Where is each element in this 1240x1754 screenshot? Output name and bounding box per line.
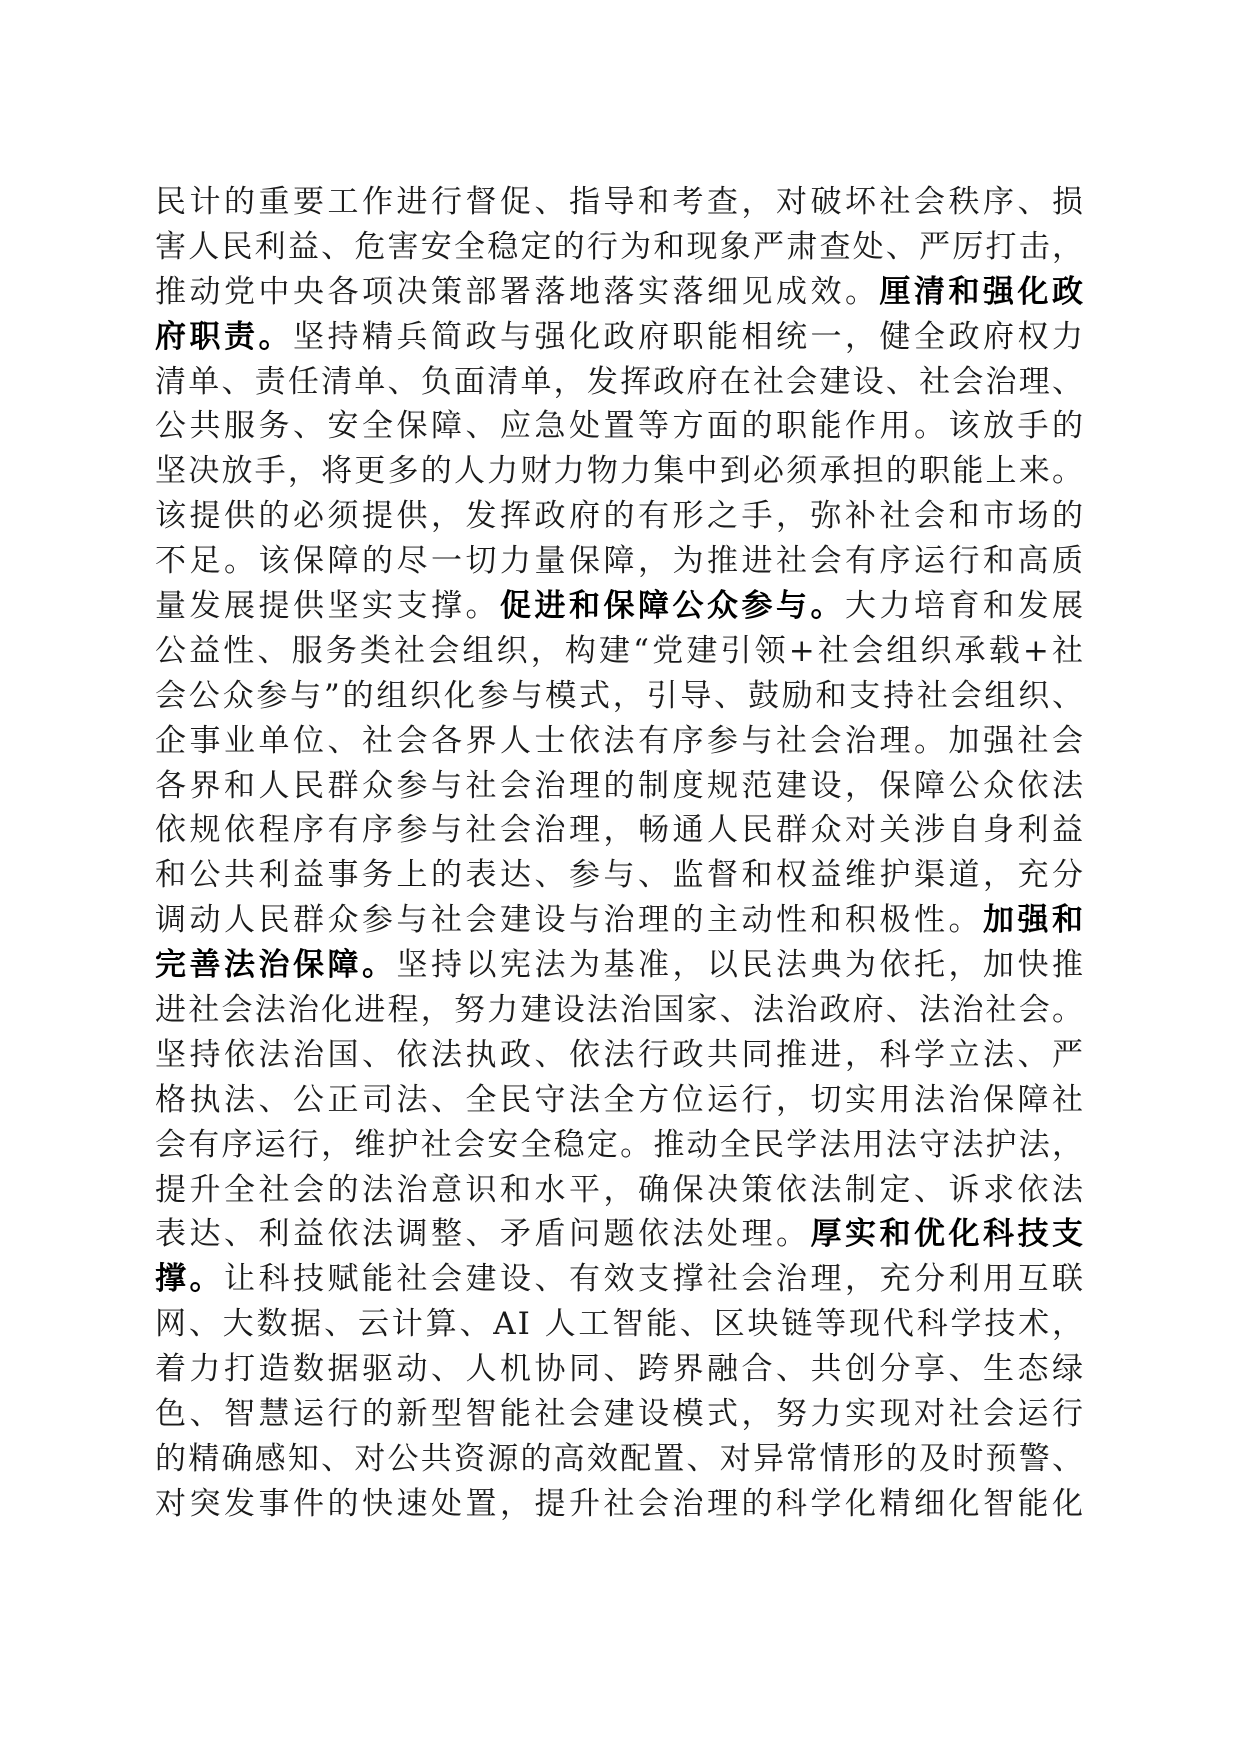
bold-heading-run: 加强和	[983, 902, 1085, 939]
text-line-22	[155, 1123, 1085, 1168]
text-run: 民计的重要工作进行督促、指导和考查，对破坏社会秩序、损	[155, 184, 1085, 220]
text-run: 大力培育和发展	[845, 588, 1085, 625]
bold-heading-run: 完善法治保障。	[155, 947, 397, 984]
text-run: 色、智慧运行的新型智能社会建设模式，努力实现对社会运行	[155, 1396, 1085, 1433]
bold-heading-run: 撑。	[155, 1261, 224, 1298]
text-run: 调动人民群众参与社会建设与治理的主动性和积极性。	[155, 902, 983, 939]
document-page	[155, 180, 1085, 1527]
text-line-15	[155, 808, 1085, 853]
text-run: 让科技赋能社会建设、有效支撑社会治理，充分利用互联	[224, 1261, 1085, 1298]
text-run: 对突发事件的快速处置，提升社会治理的科学化精细化智能化	[155, 1485, 1085, 1522]
text-line-16	[155, 853, 1085, 898]
text-line-25	[155, 1257, 1085, 1302]
text-run: 表达、利益依法调整、矛盾问题依法处理。	[155, 1216, 811, 1253]
text-line-27	[155, 1347, 1085, 1392]
text-run: 会有序运行，维护社会安全稳定。推动全民学法用法守法护法，	[155, 1126, 1085, 1163]
text-run: 坚决放手，将更多的人力财力物力集中到必须承担的职能上来。	[155, 453, 1085, 490]
text-line-9	[155, 539, 1085, 584]
text-line-4	[155, 315, 1085, 360]
text-run: 进社会法治化进程，努力建设法治国家、法治政府、法治社会。	[155, 992, 1085, 1029]
text-run: 清单、责任清单、负面清单，发挥政府在社会建设、社会治理、	[155, 363, 1085, 400]
text-run: 会公众参与”的组织化参与模式，引导、鼓励和支持社会组织、	[155, 677, 1085, 714]
text-run: 各界和人民群众参与社会治理的制度规范建设，保障公众依法	[155, 767, 1085, 804]
text-line-13	[155, 719, 1085, 764]
text-line-21	[155, 1078, 1085, 1123]
text-line-18	[155, 943, 1085, 988]
bold-heading-run: 府职责。	[155, 318, 293, 355]
text-run: 不足。该保障的尽一切力量保障，为推进社会有序运行和高质	[155, 543, 1085, 580]
text-run: 网、大数据、云计算、AI 人工智能、区块链等现代科学技术，	[155, 1306, 1085, 1343]
text-run: 坚持依法治国、依法执政、依法行政共同推进，科学立法、严	[155, 1036, 1085, 1073]
text-line-23	[155, 1168, 1085, 1213]
text-line-12	[155, 674, 1085, 719]
text-run: 提升全社会的法治意识和水平，确保决策依法制定、诉求依法	[155, 1171, 1085, 1208]
text-run: 企事业单位、社会各界人士依法有序参与社会治理。加强社会	[155, 722, 1085, 759]
text-run: 害人民利益、危害安全稳定的行为和现象严肃查处、严厉打击，	[155, 228, 1085, 265]
text-line-1	[155, 180, 1085, 225]
text-run: 着力打造数据驱动、人机协同、跨界融合、共创分享、生态绿	[155, 1351, 1085, 1388]
text-run: 格执法、公正司法、全民守法全方位运行，切实用法治保障社	[155, 1081, 1085, 1118]
text-run: 量发展提供坚实支撑。	[155, 588, 500, 625]
text-line-17	[155, 898, 1085, 943]
text-line-3	[155, 270, 1085, 315]
text-run: 推动党中央各项决策部署落地落实落细见成效。	[155, 273, 880, 310]
bold-heading-run: 厚实和优化科技支	[810, 1216, 1085, 1253]
text-run: 该提供的必须提供，发挥政府的有形之手，弥补社会和市场的	[155, 498, 1085, 535]
text-line-29	[155, 1437, 1085, 1482]
text-line-26	[155, 1302, 1085, 1347]
text-run: 公共服务、安全保障、应急处置等方面的职能作用。该放手的	[155, 408, 1085, 445]
text-line-10	[155, 584, 1085, 629]
text-line-30	[155, 1482, 1085, 1527]
text-line-6	[155, 404, 1085, 449]
bold-heading-run: 厘清和强化政	[879, 273, 1085, 310]
text-line-14	[155, 764, 1085, 809]
text-line-7	[155, 449, 1085, 494]
text-run: 的精确感知、对公共资源的高效配置、对异常情形的及时预警、	[155, 1440, 1085, 1477]
text-line-11	[155, 629, 1085, 674]
text-line-28	[155, 1392, 1085, 1437]
text-run: 坚持精兵简政与强化政府职能相统一，健全政府权力	[293, 318, 1085, 355]
text-line-20	[155, 1033, 1085, 1078]
bold-heading-run: 促进和保障公众参与。	[500, 588, 845, 625]
text-line-2	[155, 225, 1085, 270]
text-line-19	[155, 988, 1085, 1033]
text-line-5	[155, 360, 1085, 405]
text-run: 和公共利益事务上的表达、参与、监督和权益维护渠道，充分	[155, 857, 1085, 894]
text-run: 公益性、服务类社会组织，构建“党建引领+社会组织承载+社	[155, 632, 1085, 669]
text-line-24	[155, 1212, 1085, 1257]
text-line-8	[155, 494, 1085, 539]
text-run: 依规依程序有序参与社会治理，畅通人民群众对关涉自身利益	[155, 812, 1085, 849]
text-run: 坚持以宪法为基准，以民法典为依托，加快推	[396, 947, 1085, 984]
